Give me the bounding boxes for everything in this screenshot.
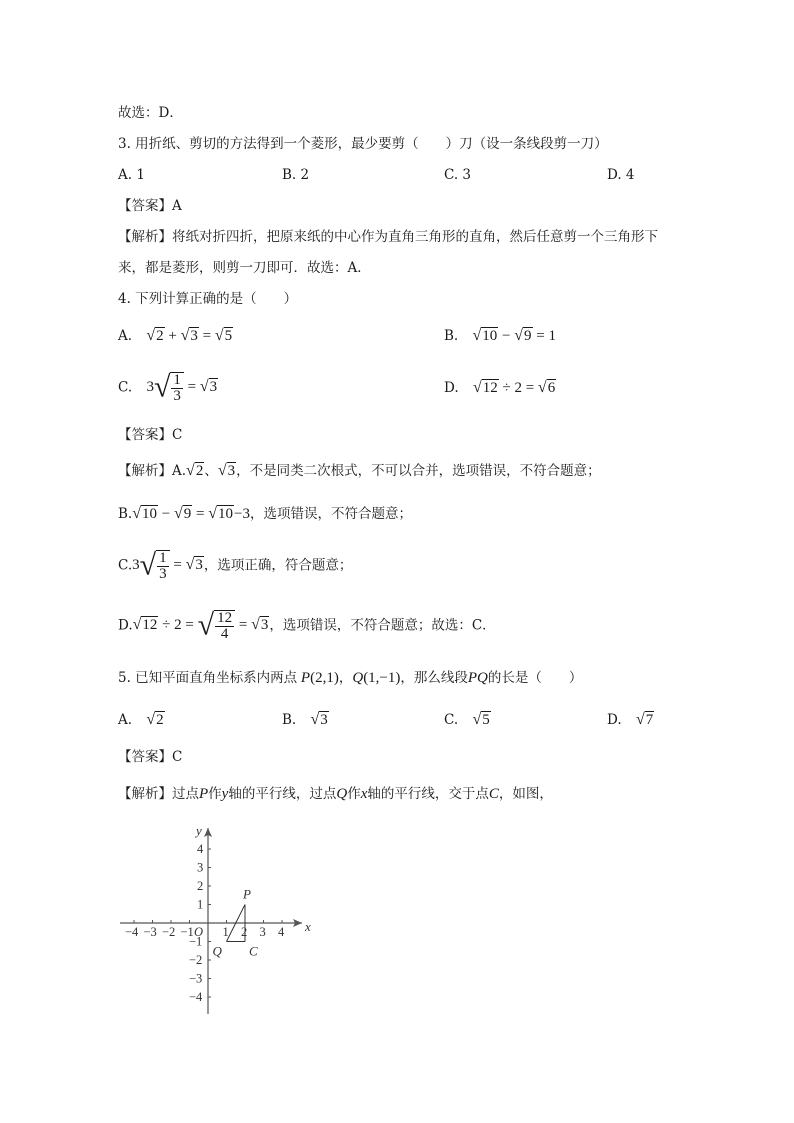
q4-analysis-d-equals: = <box>185 617 194 634</box>
q4-option-b-label: B. <box>444 328 459 344</box>
point-label-p: P <box>243 886 251 902</box>
q4-analysis-c-denominator: 3 <box>159 566 167 583</box>
q5-p-coords: (2,1) <box>310 670 339 686</box>
q5-analysis-p: P <box>199 786 209 802</box>
x-tick-label: −4 <box>125 925 139 939</box>
q5-point-q: Q <box>352 670 364 686</box>
q5-option-b-radicand: 3 <box>320 712 328 728</box>
q5-option-b: B. √3 <box>282 711 328 728</box>
q5-analysis-t3: 作 <box>347 786 361 802</box>
x-tick-label: 3 <box>259 925 266 939</box>
q4a-plus: + <box>168 328 177 344</box>
q4b-equals: = <box>536 328 545 344</box>
q3-answer: 【答案】A <box>118 198 182 214</box>
x-tick-label: O <box>194 925 204 939</box>
y-tick-label: −2 <box>189 953 203 967</box>
q5-stem-suffix: 的长是（ ） <box>487 670 583 686</box>
y-axis-label: y <box>196 823 202 838</box>
q4-analysis-c-coef: 3 <box>132 557 140 574</box>
q4-analysis-b-text: ，选项错误，不符合题意； <box>249 506 412 522</box>
q5-option-a: A. √2 <box>118 711 164 728</box>
q4-option-a-label: A. <box>118 328 133 344</box>
q4-answer: 【答案】C <box>118 427 183 443</box>
q4d-result-radicand: 6 <box>547 380 556 396</box>
q3-option-c: C. 3 <box>444 167 472 183</box>
q3-option-b: B. 2 <box>282 167 310 183</box>
q4-analysis-b-radicand-3: 10 <box>218 506 233 522</box>
q5-segment: PQ <box>467 670 488 686</box>
q4c-equals: = <box>187 379 197 396</box>
x-tick-label: 2 <box>241 925 248 939</box>
q4-analysis-b-radicand-1: 10 <box>142 506 157 522</box>
q4-analysis-d-prefix: D. <box>118 617 133 634</box>
q5-option-d-radicand: 7 <box>645 712 654 728</box>
y-tick-label: −3 <box>189 971 203 986</box>
q3-option-d: D. 4 <box>607 167 635 183</box>
q4-option-b: B. √10 − √9 = 1 <box>444 327 557 344</box>
q4b-radicand-1: 10 <box>482 328 498 344</box>
q4-analysis-d-radicand: 3 <box>260 617 269 634</box>
q4-option-c-label: C. <box>118 379 133 396</box>
q4-analysis-c-radicand: 3 <box>195 557 203 574</box>
q3-option-a: A. 1 <box>118 167 145 183</box>
q4d-equals: = <box>525 380 535 396</box>
q4-analysis-d-denominator: 4 <box>220 626 229 643</box>
q4a-radicand-1: 2 <box>156 328 164 344</box>
y-tick-label: 2 <box>197 879 204 893</box>
question-5-stem <box>118 668 582 688</box>
q5-analysis-t4: 轴的平行线，交于点 <box>367 786 489 802</box>
q4-analysis-a-radicand-1: 2 <box>195 463 204 479</box>
q5-analysis-prefix: 【解析】过点 <box>118 786 199 802</box>
question-3-stem: 3. 用折纸、剪切的方法得到一个菱形，最少要剪（ ）刀（设一条线段剪一刀） <box>118 136 608 152</box>
q4-analysis-a-text: ，不是同类二次根式，不可以合并，选项错误，不符合题意； <box>236 463 601 479</box>
q3-analysis-line1: 【解析】将纸对折四折，把原来纸的中心作为直角三角形的直角，然后任意剪一个三角形下 <box>118 229 658 245</box>
q5-option-c: C. √5 <box>444 711 490 728</box>
q4c-result-radicand: 3 <box>209 379 218 396</box>
q5-q-coords: (1,−1) <box>363 670 401 686</box>
q4b-result: 1 <box>548 328 557 344</box>
q4-analysis-d: D.√12 ÷ 2 = √ $\frac{12}{4}$ = √3，选项错误，不符合题意；故选：C． <box>118 609 496 643</box>
q4-option-c: C. 3√ $\frac{1}{3}$ = √3 <box>118 371 218 405</box>
q4-analysis-c-equals: = <box>173 557 182 574</box>
q4-analysis-d-divisor: 2 <box>174 617 182 634</box>
q5-option-c-label: C. <box>444 712 459 728</box>
q4c-numerator: 1 <box>173 372 181 389</box>
q5-analysis-t1: 作 <box>208 786 222 802</box>
y-tick-label: 1 <box>197 897 204 912</box>
q5-answer: 【答案】C <box>118 749 183 765</box>
y-tick-label: 3 <box>197 860 204 875</box>
point-label-q: Q <box>212 943 222 959</box>
q4-analysis-b: B.√10 − √9 = √10−3，选项错误，不符合题意； <box>118 505 412 522</box>
q4-analysis-b-equals: = <box>196 506 205 522</box>
q5-stem-mid: ，那么线段 <box>400 670 468 686</box>
question-4-stem: 4. 下列计算正确的是（ ） <box>118 291 298 307</box>
q4-analysis-a-radicand-2: 3 <box>227 463 236 479</box>
q4-analysis-c-text: ，选项正确，符合题意； <box>203 557 353 574</box>
y-tick-label: −1 <box>189 934 203 949</box>
q4-analysis-b-tail: −3 <box>234 506 250 522</box>
q5-analysis-q: Q <box>336 786 348 802</box>
q5-option-b-label: B. <box>282 712 297 728</box>
q5-analysis <box>118 784 553 804</box>
q5-analysis-x: x <box>360 786 368 802</box>
q4-analysis-c: C.3√ $\frac{1}{3}$ = √3，选项正确，符合题意； <box>118 549 353 583</box>
q5-option-d: D. √7 <box>607 711 654 728</box>
q4-analysis-a-prefix: 【解析】A. <box>118 463 187 479</box>
q4-option-d: D. √12 ÷ 2 = √6 <box>444 379 556 396</box>
q4a-radicand-3: 5 <box>224 328 233 344</box>
q4-analysis-b-minus: − <box>161 506 171 522</box>
q4-analysis-a: 【解析】A.√2、√3，不是同类二次根式，不可以合并，选项错误，不符合题意； <box>118 462 601 479</box>
x-tick-label: 4 <box>278 925 285 939</box>
q4-analysis-d-text: ，选项错误，不符合题意；故选：C． <box>269 617 496 634</box>
q5-option-d-label: D. <box>607 712 622 728</box>
q4-option-a: A. √2 + √3 = √5 <box>118 327 233 344</box>
q5-analysis-y: y <box>221 786 229 802</box>
q5-analysis-c: C <box>488 786 499 802</box>
q4-analysis-a-sep: 、 <box>204 463 218 479</box>
q5-analysis-t2: 轴的平行线，过点 <box>228 786 337 802</box>
q4-analysis-c-numerator: 1 <box>159 550 167 567</box>
q4-analysis-b-prefix: B. <box>118 506 133 522</box>
q4-analysis-b-radicand-2: 9 <box>183 506 192 522</box>
y-tick-label: −4 <box>189 990 203 1004</box>
q4d-divisor: 2 <box>514 380 522 396</box>
q4a-radicand-2: 3 <box>190 328 198 344</box>
q4-analysis-c-prefix: C. <box>118 557 133 574</box>
q4c-coefficient: 3 <box>146 379 154 396</box>
q5-point-p: P <box>300 670 311 686</box>
q4d-radicand-1: 12 <box>482 380 498 396</box>
q5-comma: ， <box>338 670 353 686</box>
q4d-divide: ÷ <box>502 380 511 396</box>
q4b-minus: − <box>502 328 511 344</box>
point-label-c: C <box>249 943 258 959</box>
coordinate-plane-figure <box>112 818 322 1018</box>
q4-option-d-label: D. <box>444 380 459 396</box>
x-tick-label: −1 <box>180 925 194 939</box>
q3-analysis-line2: 来，都是菱形，则剪一刀即可．故选：A． <box>118 260 371 276</box>
q5-analysis-t5: ，如图， <box>498 786 553 802</box>
y-tick-label: 4 <box>197 842 204 856</box>
x-tick-label: −2 <box>162 925 176 939</box>
q5-option-c-radicand: 5 <box>482 712 490 728</box>
x-tick-label: −3 <box>143 925 157 939</box>
q4c-denominator: 3 <box>173 388 181 405</box>
q5-option-a-label: A. <box>118 712 133 728</box>
q4-analysis-d-equals-2: = <box>238 617 248 634</box>
q4-analysis-d-radicand-1: 12 <box>142 617 158 634</box>
q5-option-a-radicand: 2 <box>156 712 164 728</box>
q4a-equals: = <box>202 328 212 344</box>
x-tick-label: 1 <box>222 925 229 939</box>
previous-answer: 故选：D． <box>118 105 183 121</box>
q4-analysis-d-numerator: 12 <box>217 610 233 627</box>
q4b-radicand-2: 9 <box>524 328 532 344</box>
q4-analysis-d-divide: ÷ <box>162 617 171 634</box>
q5-stem-prefix: 5. 已知平面直角坐标系内两点 <box>118 670 298 686</box>
x-axis-label: x <box>305 919 311 934</box>
